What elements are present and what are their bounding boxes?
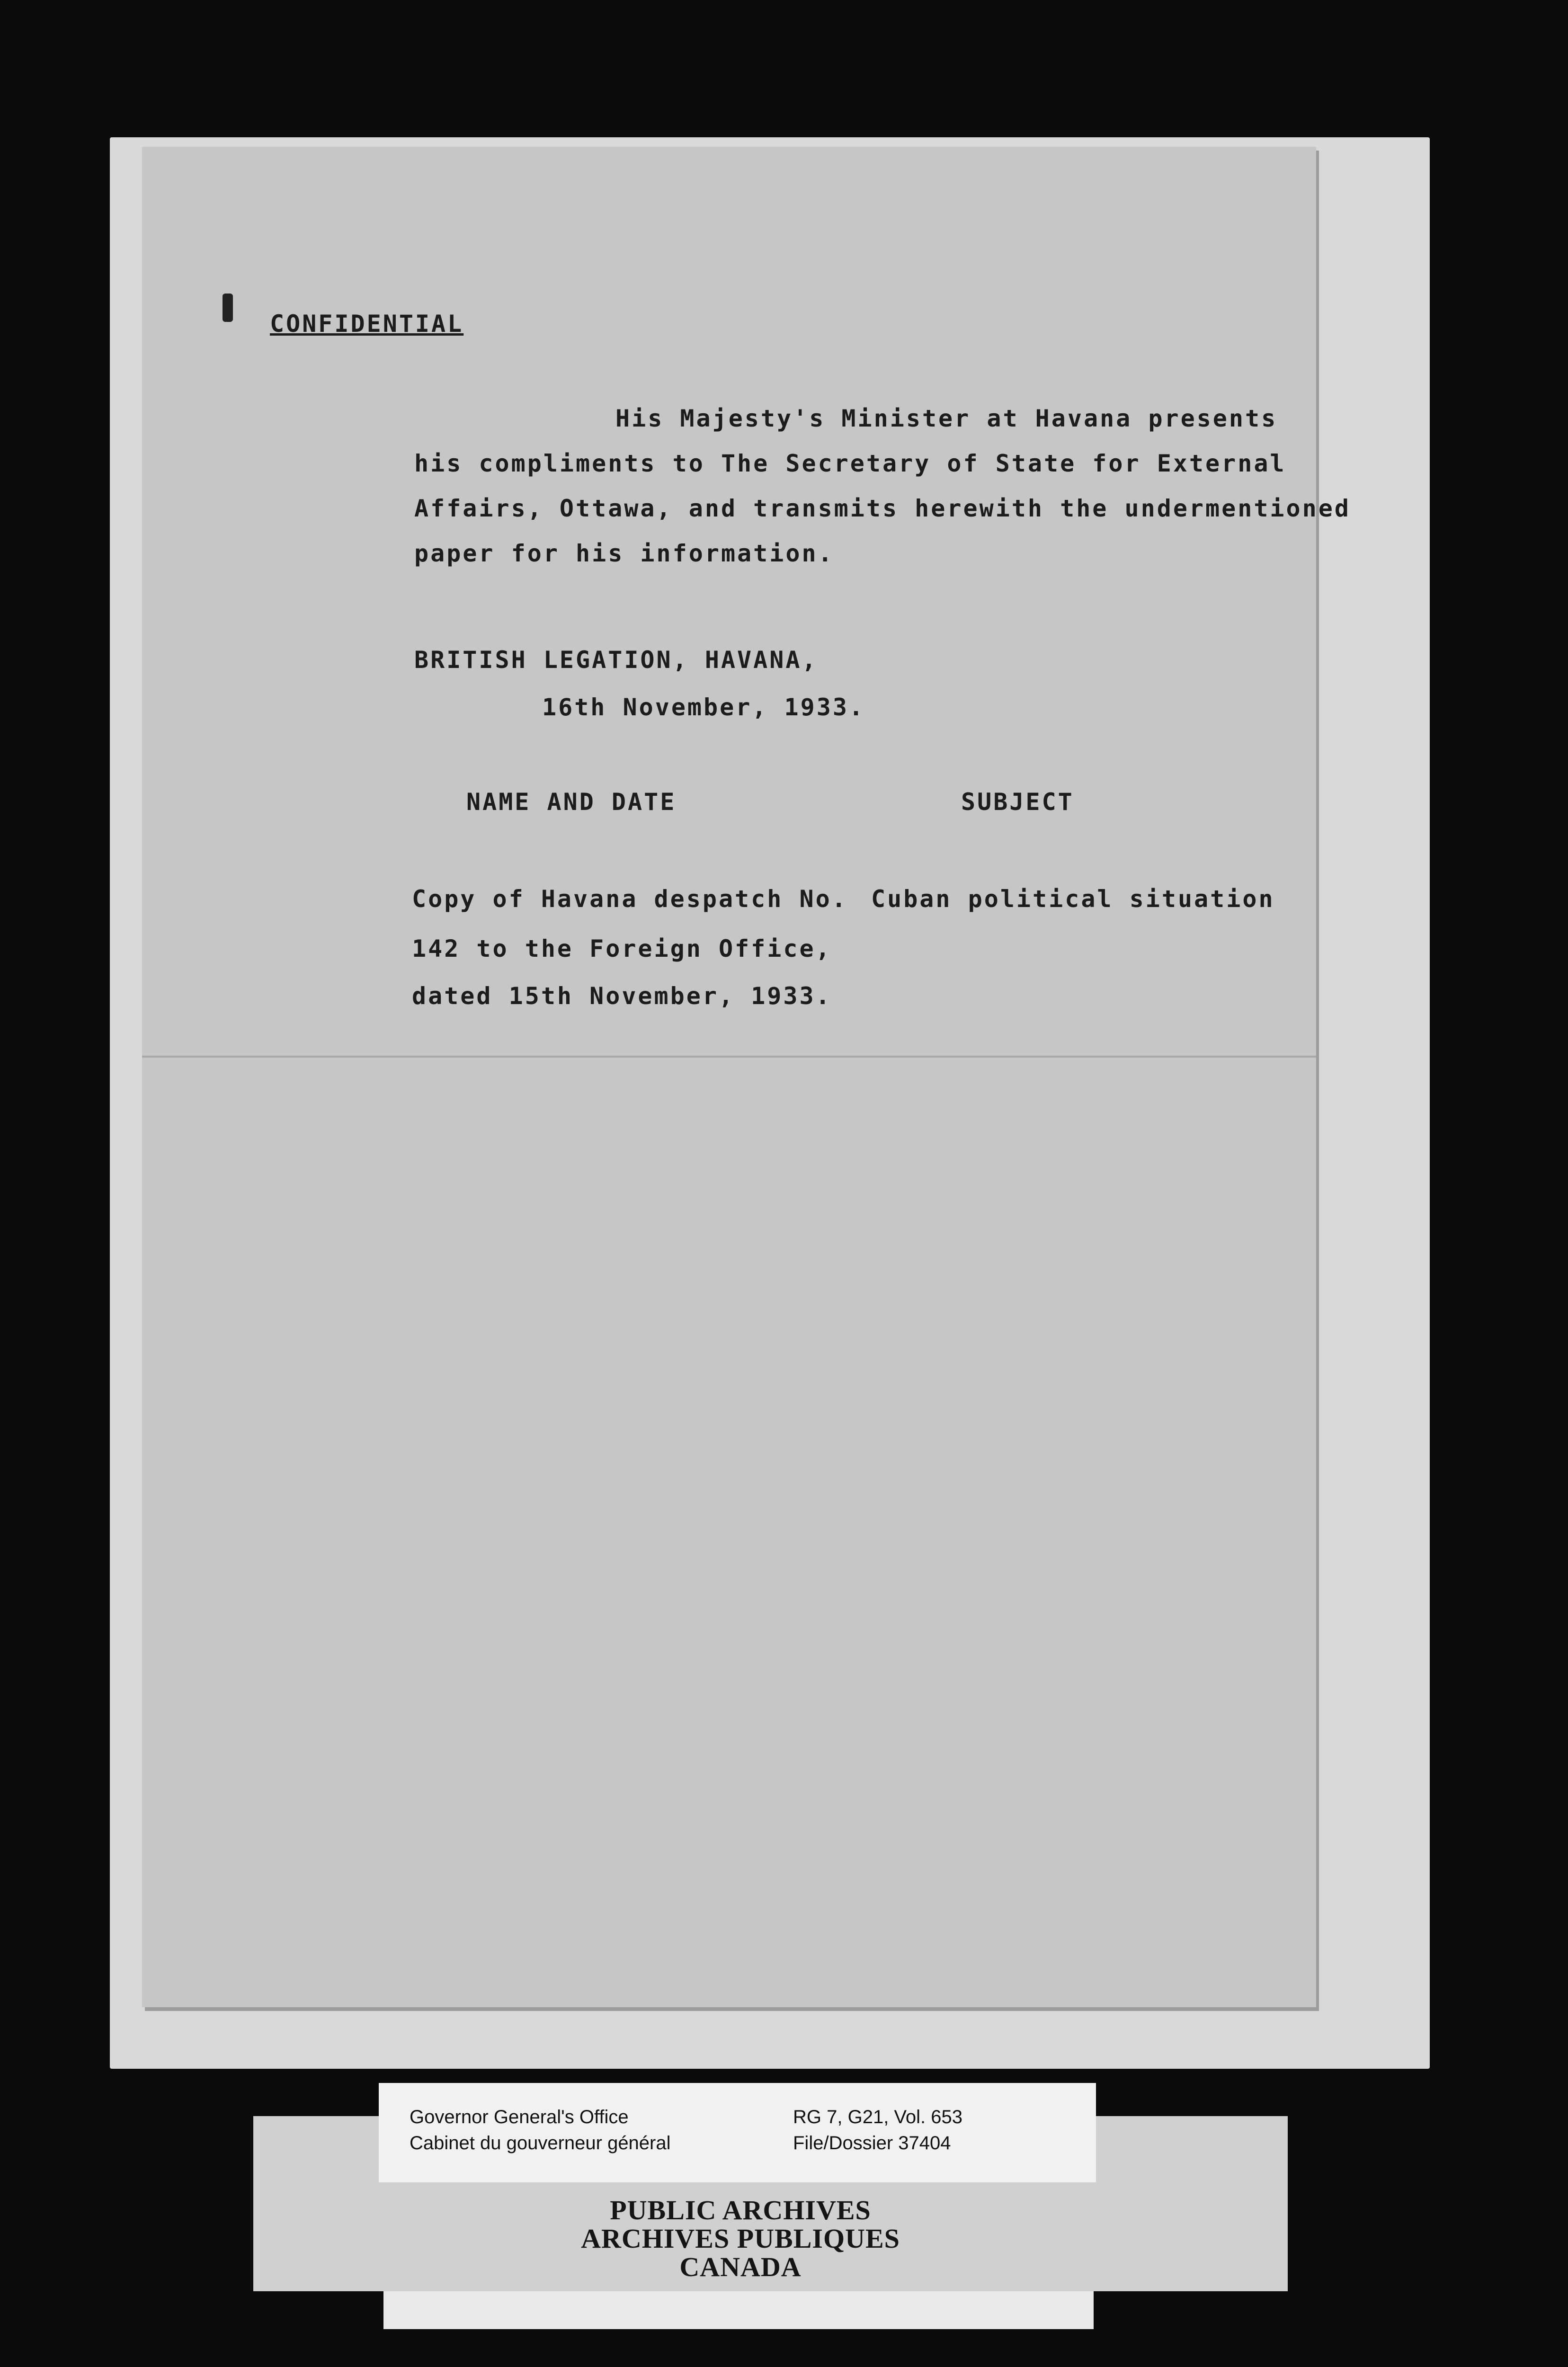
body-line-4: paper for his information. bbox=[414, 540, 834, 567]
classification-heading: CONFIDENTIAL bbox=[270, 310, 464, 338]
body-line-2: his compliments to The Secretary of State for External bbox=[414, 450, 1286, 477]
table-header-subject: SUBJECT bbox=[961, 788, 1074, 816]
binder-clip-mark bbox=[223, 294, 233, 322]
sender-date: 16th November, 1933. bbox=[542, 694, 865, 721]
stamp-line-canada: CANADA bbox=[679, 2251, 802, 2282]
table-name-line-1: Copy of Havana despatch No. bbox=[412, 885, 848, 913]
page-fold-line bbox=[142, 1056, 1316, 1058]
archive-file-number: File/Dossier 37404 bbox=[793, 2133, 951, 2153]
body-line-3: Affairs, Ottawa, and transmits herewith the undermentioned bbox=[414, 495, 1351, 522]
label-bottom-strip bbox=[383, 2291, 1094, 2329]
table-header-name-date: NAME AND DATE bbox=[466, 788, 677, 816]
office-english: Governor General's Office bbox=[410, 2107, 629, 2127]
office-french: Cabinet du gouverneur général bbox=[410, 2133, 671, 2153]
table-subject-line-1: Cuban political situation bbox=[871, 885, 1275, 913]
body-line-1: His Majesty's Minister at Havana presents bbox=[615, 405, 1278, 432]
archive-reference: RG 7, G21, Vol. 653 bbox=[793, 2107, 962, 2127]
table-name-line-2: 142 to the Foreign Office, bbox=[412, 935, 832, 962]
stamp-line-archives-publiques: ARCHIVES PUBLIQUES bbox=[581, 2223, 900, 2254]
table-name-line-3: dated 15th November, 1933. bbox=[412, 982, 832, 1010]
archive-label-card bbox=[379, 2083, 1096, 2182]
sender-place: BRITISH LEGATION, HAVANA, bbox=[414, 646, 818, 674]
stamp-line-public-archives: PUBLIC ARCHIVES bbox=[610, 2195, 871, 2225]
